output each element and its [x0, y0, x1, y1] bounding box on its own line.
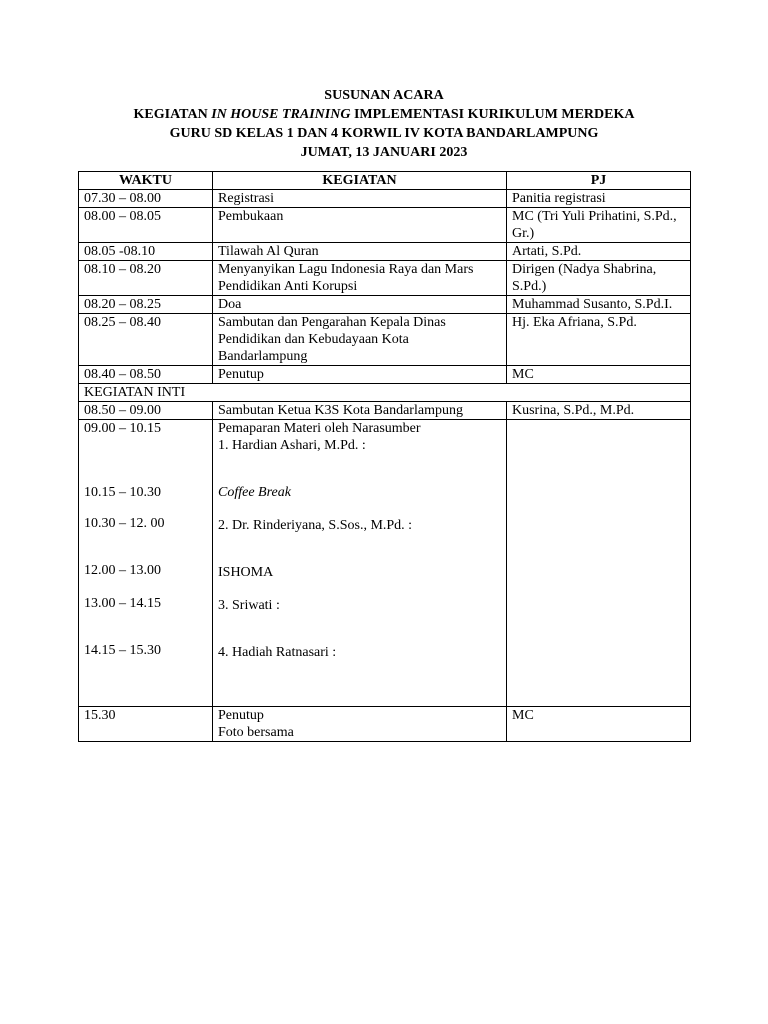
section-row [79, 384, 691, 402]
title: SUSUNAN ACARA [324, 88, 444, 103]
session-time: 10.30 – 12. 00 [84, 516, 165, 531]
pic-cell: Hj. Eka Afriana, S.Pd. [507, 314, 691, 366]
activity-cell: Sambutan Ketua K3S Kota Bandarlampung [213, 402, 507, 420]
time-cell: 15.30 [79, 707, 213, 742]
activity-cell: Pembukaan [213, 208, 507, 243]
time-cell: 08.40 – 08.50 [79, 366, 213, 384]
pic-cell: Artati, S.Pd. [507, 243, 691, 261]
session-time: 13.00 – 14.15 [84, 596, 161, 611]
time-cell: 08.50 – 09.00 [79, 402, 213, 420]
session-intro [218, 420, 421, 454]
column-header-kegiatan: KEGIATAN [213, 172, 507, 190]
table-row [79, 314, 691, 366]
photo-session-line: Foto bersama [218, 725, 294, 740]
activity-cell [213, 707, 507, 742]
section-label-kegiatan-inti: KEGIATAN INTI [79, 384, 691, 402]
event-date: JUMAT, 13 JANUARI 2023 [300, 145, 468, 160]
document-header [0, 86, 768, 162]
activity-cell: Registrasi [213, 190, 507, 208]
activity-cell: Tilawah Al Quran [213, 243, 507, 261]
subtitle-activity: KEGIATAN IN HOUSE TRAINING IMPLEMENTASI KURIKULUM MERDEKA [133, 107, 635, 122]
session-time: 14.15 – 15.30 [84, 643, 161, 658]
pic-cell: Muhammad Susanto, S.Pd.I. [507, 296, 691, 314]
speaker-4: 4. Hadiah Ratnasari : [218, 645, 337, 660]
speaker-1: 1. Hardian Ashari, M.Pd. : [218, 438, 366, 453]
activity-cell: Menyanyikan Lagu Indonesia Raya dan Mars Pendidikan Anti Korupsi [213, 261, 507, 296]
table-row [79, 243, 691, 261]
pic-cell: Dirigen (Nadya Shabrina, S.Pd.) [507, 261, 691, 296]
pic-cell: Panitia registrasi [507, 190, 691, 208]
subtitle-participants: GURU SD KELAS 1 DAN 4 KORWIL IV KOTA BANDARLAMPUNG [169, 126, 599, 141]
table-row [79, 261, 691, 296]
table-row [79, 296, 691, 314]
table-row [79, 208, 691, 243]
pic-cell: MC [507, 366, 691, 384]
activity-cell: Penutup [213, 366, 507, 384]
activity-cell: Sambutan dan Pengarahan Kepala Dinas Pendidikan dan Kebudayaan Kota Bandarlampung [213, 314, 507, 366]
time-cell: 08.10 – 08.20 [79, 261, 213, 296]
pic-cell: MC [507, 707, 691, 742]
coffee-break-label: Coffee Break [218, 485, 291, 500]
time-cell: 07.30 – 08.00 [79, 190, 213, 208]
agenda-table [78, 171, 691, 742]
pic-cell: MC (Tri Yuli Prihatini, S.Pd., Gr.) [507, 208, 691, 243]
session-time: 12.00 – 13.00 [84, 563, 161, 578]
time-cell: 08.00 – 08.05 [79, 208, 213, 243]
ishoma-label: ISHOMA [218, 565, 274, 580]
table-row [79, 402, 691, 420]
session-time: 09.00 – 10.15 [84, 421, 161, 436]
session-pic-cell [507, 420, 691, 707]
pic-cell: Kusrina, S.Pd., M.Pd. [507, 402, 691, 420]
session-time: 10.15 – 10.30 [84, 485, 161, 500]
speaker-3: 3. Sriwati : [218, 598, 280, 613]
time-cell: 08.25 – 08.40 [79, 314, 213, 366]
table-row [79, 190, 691, 208]
session-times-cell [79, 420, 213, 707]
speaker-2: 2. Dr. Rinderiyana, S.Sos., M.Pd. : [218, 518, 413, 533]
table-row [79, 366, 691, 384]
activity-cell: Doa [213, 296, 507, 314]
closing-line: Penutup [218, 708, 264, 723]
table-header-row [79, 172, 691, 190]
column-header-waktu: WAKTU [79, 172, 213, 190]
sessions-row [79, 420, 691, 707]
time-cell: 08.05 -08.10 [79, 243, 213, 261]
session-intro-heading: Pemaparan Materi oleh Narasumber [218, 421, 421, 436]
session-activities-cell [213, 420, 507, 707]
column-header-pj: PJ [507, 172, 691, 190]
table-row [79, 707, 691, 742]
time-cell: 08.20 – 08.25 [79, 296, 213, 314]
